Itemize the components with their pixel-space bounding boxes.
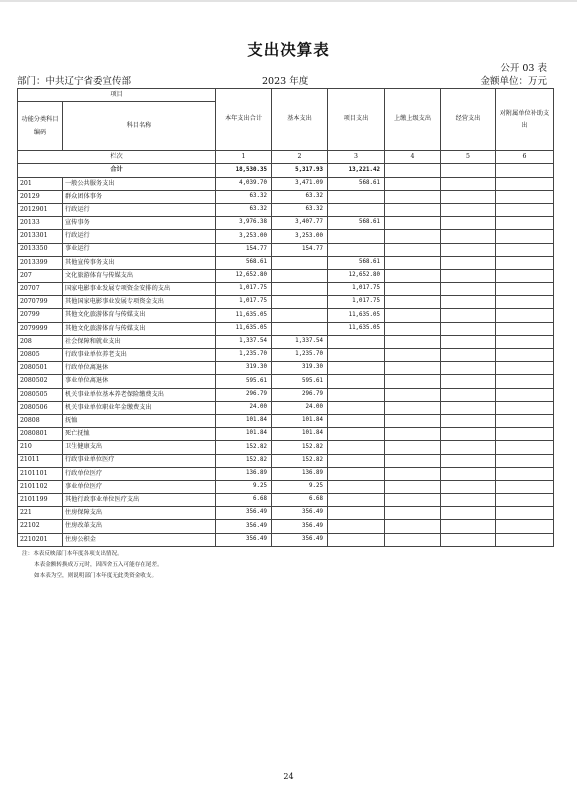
row-value bbox=[496, 388, 554, 401]
row-value: 595.61 bbox=[216, 375, 272, 388]
row-value bbox=[328, 520, 385, 533]
row-value: 4,039.70 bbox=[216, 177, 272, 190]
row-value bbox=[385, 414, 441, 427]
total-value: 18,530.35 bbox=[216, 164, 272, 177]
row-value bbox=[272, 283, 328, 296]
row-value bbox=[272, 322, 328, 335]
row-value bbox=[441, 362, 496, 375]
row-value bbox=[441, 520, 496, 533]
row-value: 319.30 bbox=[272, 362, 328, 375]
row-value: 356.49 bbox=[216, 520, 272, 533]
row-value bbox=[272, 269, 328, 282]
total-value bbox=[385, 164, 441, 177]
row-value bbox=[441, 507, 496, 520]
total-value: 13,221.42 bbox=[328, 164, 385, 177]
row-value: 11,635.05 bbox=[216, 309, 272, 322]
table-row bbox=[18, 256, 554, 269]
row-value: 3,253.00 bbox=[216, 230, 272, 243]
row-code: 2080801 bbox=[18, 428, 63, 441]
row-value bbox=[328, 243, 385, 256]
row-value bbox=[441, 480, 496, 493]
index-cell: 5 bbox=[441, 151, 496, 164]
row-value bbox=[496, 507, 554, 520]
row-value bbox=[441, 401, 496, 414]
row-value bbox=[496, 177, 554, 190]
row-value: 9.25 bbox=[272, 480, 328, 493]
row-value: 356.49 bbox=[272, 520, 328, 533]
row-value bbox=[385, 454, 441, 467]
row-code: 2101102 bbox=[18, 480, 63, 493]
fiscal-year: 2023 年度 bbox=[262, 76, 309, 87]
row-value bbox=[385, 283, 441, 296]
row-value bbox=[385, 520, 441, 533]
row-value bbox=[385, 243, 441, 256]
table-row bbox=[18, 480, 554, 493]
row-value: 152.82 bbox=[216, 441, 272, 454]
row-code: 20799 bbox=[18, 309, 63, 322]
row-value bbox=[496, 256, 554, 269]
row-code: 20805 bbox=[18, 349, 63, 362]
row-code: 2079999 bbox=[18, 322, 63, 335]
row-value bbox=[385, 428, 441, 441]
row-value bbox=[496, 217, 554, 230]
row-value bbox=[385, 177, 441, 190]
row-code: 20808 bbox=[18, 414, 63, 427]
form-number: 公开 03 表 bbox=[500, 63, 547, 74]
row-value bbox=[441, 269, 496, 282]
table-row bbox=[18, 494, 554, 507]
row-value: 24.00 bbox=[216, 401, 272, 414]
row-name: 死亡抚恤 bbox=[63, 428, 216, 441]
row-value: 595.61 bbox=[272, 375, 328, 388]
row-value: 101.84 bbox=[216, 428, 272, 441]
row-value bbox=[441, 335, 496, 348]
row-name: 住房保障支出 bbox=[63, 507, 216, 520]
col-header-subsidy: 对附属单位补助支出 bbox=[496, 89, 554, 151]
row-value bbox=[496, 441, 554, 454]
row-value: 1,235.70 bbox=[272, 349, 328, 362]
col-header-code: 功能分类科目编码 bbox=[18, 102, 63, 151]
row-value bbox=[385, 217, 441, 230]
index-cell: 4 bbox=[385, 151, 441, 164]
row-value bbox=[385, 309, 441, 322]
row-code: 20133 bbox=[18, 217, 63, 230]
total-value: 5,317.93 bbox=[272, 164, 328, 177]
row-value: 152.82 bbox=[272, 454, 328, 467]
row-value bbox=[441, 441, 496, 454]
table-row bbox=[18, 217, 554, 230]
row-value bbox=[328, 230, 385, 243]
row-value: 319.30 bbox=[216, 362, 272, 375]
row-value: 136.89 bbox=[216, 467, 272, 480]
row-value: 11,635.05 bbox=[216, 322, 272, 335]
row-name: 其他宣传事务支出 bbox=[63, 256, 216, 269]
row-value bbox=[441, 467, 496, 480]
row-value bbox=[385, 494, 441, 507]
row-value bbox=[272, 309, 328, 322]
row-value bbox=[441, 203, 496, 216]
index-row-label: 栏次 bbox=[18, 151, 216, 164]
row-value: 1,337.54 bbox=[272, 335, 328, 348]
row-value: 152.82 bbox=[216, 454, 272, 467]
row-code: 2101101 bbox=[18, 467, 63, 480]
row-value: 152.82 bbox=[272, 441, 328, 454]
table-row bbox=[18, 533, 554, 546]
row-value bbox=[328, 401, 385, 414]
row-value: 3,407.77 bbox=[272, 217, 328, 230]
row-value bbox=[441, 296, 496, 309]
row-value: 154.77 bbox=[272, 243, 328, 256]
row-value bbox=[496, 480, 554, 493]
row-value bbox=[441, 428, 496, 441]
row-name: 宣传事务 bbox=[63, 217, 216, 230]
row-code: 2013399 bbox=[18, 256, 63, 269]
row-value bbox=[385, 507, 441, 520]
department-label: 部门：中共辽宁省委宣传部 bbox=[17, 76, 132, 87]
row-value bbox=[496, 269, 554, 282]
table-row bbox=[18, 454, 554, 467]
row-value: 11,635.05 bbox=[328, 309, 385, 322]
row-code: 21011 bbox=[18, 454, 63, 467]
row-value: 3,253.00 bbox=[272, 230, 328, 243]
col-header-project: 项目支出 bbox=[328, 89, 385, 151]
row-name: 其他文化旅游体育与传媒支出 bbox=[63, 309, 216, 322]
index-cell: 6 bbox=[496, 151, 554, 164]
row-value: 63.32 bbox=[272, 203, 328, 216]
row-value: 63.32 bbox=[216, 190, 272, 203]
table-row bbox=[18, 230, 554, 243]
table-row bbox=[18, 190, 554, 203]
row-value: 568.61 bbox=[328, 256, 385, 269]
footnote: 本表金额转换成万元时，因四舍五入可能存在尾差。 bbox=[34, 562, 163, 569]
row-value: 1,235.70 bbox=[216, 349, 272, 362]
row-value: 154.77 bbox=[216, 243, 272, 256]
row-value: 6.68 bbox=[216, 494, 272, 507]
row-value: 63.32 bbox=[272, 190, 328, 203]
row-value: 296.79 bbox=[216, 388, 272, 401]
row-value: 9.25 bbox=[216, 480, 272, 493]
row-value bbox=[496, 494, 554, 507]
table-row bbox=[18, 388, 554, 401]
row-value bbox=[496, 467, 554, 480]
row-code: 208 bbox=[18, 335, 63, 348]
row-value bbox=[496, 428, 554, 441]
row-name: 抚恤 bbox=[63, 414, 216, 427]
row-value bbox=[441, 309, 496, 322]
row-value bbox=[496, 190, 554, 203]
row-value bbox=[385, 533, 441, 546]
row-name: 住房改革支出 bbox=[63, 520, 216, 533]
project-group-header: 项目 bbox=[18, 89, 216, 102]
page-title: 支出决算表 bbox=[247, 40, 330, 59]
row-value: 136.89 bbox=[272, 467, 328, 480]
table-row bbox=[18, 203, 554, 216]
row-value: 11,635.05 bbox=[328, 322, 385, 335]
row-value bbox=[496, 349, 554, 362]
row-code: 2013350 bbox=[18, 243, 63, 256]
row-code: 2210201 bbox=[18, 533, 63, 546]
row-value bbox=[328, 388, 385, 401]
row-value bbox=[385, 401, 441, 414]
table-row bbox=[18, 296, 554, 309]
row-value: 568.61 bbox=[328, 177, 385, 190]
row-value bbox=[328, 190, 385, 203]
row-value bbox=[496, 520, 554, 533]
row-value bbox=[328, 362, 385, 375]
row-value bbox=[441, 388, 496, 401]
row-name: 事业单位离退休 bbox=[63, 375, 216, 388]
row-value bbox=[496, 243, 554, 256]
row-value: 101.84 bbox=[272, 428, 328, 441]
row-code: 2080502 bbox=[18, 375, 63, 388]
row-value bbox=[441, 414, 496, 427]
row-value bbox=[496, 296, 554, 309]
row-code: 20707 bbox=[18, 283, 63, 296]
table-row bbox=[18, 335, 554, 348]
row-code: 210 bbox=[18, 441, 63, 454]
row-value bbox=[328, 441, 385, 454]
row-value bbox=[441, 375, 496, 388]
row-value bbox=[441, 349, 496, 362]
row-name: 群众团体事务 bbox=[63, 190, 216, 203]
top-border-line bbox=[0, 0, 577, 2]
page-number: 24 bbox=[283, 772, 294, 781]
row-value bbox=[496, 230, 554, 243]
row-value bbox=[385, 256, 441, 269]
footnote: 如本表为空，则说明部门本年度无此类资金收支。 bbox=[34, 573, 158, 580]
total-row-label: 合计 bbox=[18, 164, 216, 177]
row-value bbox=[385, 269, 441, 282]
row-value bbox=[385, 322, 441, 335]
table-row bbox=[18, 362, 554, 375]
row-name: 国家电影事业发展专项资金安排的支出 bbox=[63, 283, 216, 296]
row-value bbox=[496, 414, 554, 427]
row-value bbox=[272, 296, 328, 309]
row-value: 12,652.80 bbox=[328, 269, 385, 282]
row-name: 卫生健康支出 bbox=[63, 441, 216, 454]
row-value bbox=[385, 441, 441, 454]
row-value bbox=[328, 335, 385, 348]
row-name: 行政运行 bbox=[63, 203, 216, 216]
table-row bbox=[18, 467, 554, 480]
row-value: 6.68 bbox=[272, 494, 328, 507]
row-value: 3,471.09 bbox=[272, 177, 328, 190]
footnotes bbox=[22, 552, 163, 586]
row-value bbox=[441, 454, 496, 467]
row-code: 2013301 bbox=[18, 230, 63, 243]
row-value: 1,017.75 bbox=[216, 296, 272, 309]
row-value bbox=[385, 349, 441, 362]
row-value bbox=[385, 362, 441, 375]
row-value bbox=[441, 243, 496, 256]
row-value bbox=[328, 494, 385, 507]
row-name: 行政单位离退休 bbox=[63, 362, 216, 375]
row-value: 12,652.80 bbox=[216, 269, 272, 282]
row-value bbox=[441, 190, 496, 203]
row-value bbox=[385, 335, 441, 348]
row-name: 事业运行 bbox=[63, 243, 216, 256]
row-code: 201 bbox=[18, 177, 63, 190]
row-name: 行政事业单位养老支出 bbox=[63, 349, 216, 362]
row-value: 63.32 bbox=[216, 203, 272, 216]
table-row bbox=[18, 322, 554, 335]
row-code: 221 bbox=[18, 507, 63, 520]
row-name: 社会保障和就业支出 bbox=[63, 335, 216, 348]
row-code: 2080506 bbox=[18, 401, 63, 414]
row-name: 文化旅游体育与传媒支出 bbox=[63, 269, 216, 282]
row-value: 356.49 bbox=[272, 507, 328, 520]
row-value: 101.84 bbox=[216, 414, 272, 427]
row-value bbox=[496, 533, 554, 546]
row-value bbox=[496, 283, 554, 296]
table-row bbox=[18, 243, 554, 256]
row-value bbox=[328, 428, 385, 441]
col-header-business: 经营支出 bbox=[441, 89, 496, 151]
row-code: 2070799 bbox=[18, 296, 63, 309]
row-value bbox=[441, 533, 496, 546]
table-row bbox=[18, 520, 554, 533]
row-name: 行政运行 bbox=[63, 230, 216, 243]
row-value bbox=[496, 401, 554, 414]
row-value bbox=[385, 230, 441, 243]
table-row bbox=[18, 414, 554, 427]
row-value bbox=[441, 283, 496, 296]
row-code: 22102 bbox=[18, 520, 63, 533]
row-value bbox=[385, 296, 441, 309]
row-value bbox=[496, 203, 554, 216]
row-name: 行政事业单位医疗 bbox=[63, 454, 216, 467]
row-name: 机关事业单位职业年金缴费支出 bbox=[63, 401, 216, 414]
row-value: 296.79 bbox=[272, 388, 328, 401]
row-value: 356.49 bbox=[216, 507, 272, 520]
row-value bbox=[441, 322, 496, 335]
row-value: 568.61 bbox=[328, 217, 385, 230]
row-value bbox=[328, 467, 385, 480]
row-value: 1,337.54 bbox=[216, 335, 272, 348]
col-header-total: 本年支出合计 bbox=[216, 89, 272, 151]
row-name: 其他文化旅游体育与传媒支出 bbox=[63, 322, 216, 335]
row-code: 207 bbox=[18, 269, 63, 282]
row-value bbox=[441, 177, 496, 190]
row-code: 2101199 bbox=[18, 494, 63, 507]
row-code: 2080501 bbox=[18, 362, 63, 375]
row-value: 356.49 bbox=[216, 533, 272, 546]
row-value bbox=[496, 335, 554, 348]
index-cell: 2 bbox=[272, 151, 328, 164]
total-value bbox=[441, 164, 496, 177]
row-value bbox=[385, 375, 441, 388]
row-value bbox=[328, 480, 385, 493]
row-value: 1,017.75 bbox=[216, 283, 272, 296]
amount-unit: 金额单位：万元 bbox=[480, 76, 547, 87]
row-value bbox=[385, 480, 441, 493]
row-name: 行政单位医疗 bbox=[63, 467, 216, 480]
row-value bbox=[441, 494, 496, 507]
index-cell: 3 bbox=[328, 151, 385, 164]
row-value bbox=[441, 230, 496, 243]
row-name: 住房公积金 bbox=[63, 533, 216, 546]
row-value bbox=[441, 256, 496, 269]
row-value bbox=[328, 507, 385, 520]
row-value bbox=[496, 322, 554, 335]
row-value: 1,017.75 bbox=[328, 296, 385, 309]
row-value: 101.84 bbox=[272, 414, 328, 427]
footnote: 注：本表反映部门本年度各项支出情况。 bbox=[22, 551, 123, 557]
row-value: 3,976.38 bbox=[216, 217, 272, 230]
row-value bbox=[328, 454, 385, 467]
row-value bbox=[328, 414, 385, 427]
row-value bbox=[328, 375, 385, 388]
row-value: 356.49 bbox=[272, 533, 328, 546]
index-cell: 1 bbox=[216, 151, 272, 164]
row-value: 1,017.75 bbox=[328, 283, 385, 296]
row-name: 其他国家电影事业发展专项资金支出 bbox=[63, 296, 216, 309]
row-value bbox=[385, 190, 441, 203]
table-row bbox=[18, 401, 554, 414]
row-value bbox=[272, 256, 328, 269]
row-name: 其他行政事业单位医疗支出 bbox=[63, 494, 216, 507]
row-value bbox=[441, 217, 496, 230]
table-row bbox=[18, 283, 554, 296]
row-value bbox=[328, 533, 385, 546]
row-value bbox=[496, 375, 554, 388]
row-value: 568.61 bbox=[216, 256, 272, 269]
row-value bbox=[496, 454, 554, 467]
table-row bbox=[18, 177, 554, 190]
expenditure-table bbox=[17, 88, 554, 547]
row-code: 2012901 bbox=[18, 203, 63, 216]
table-row bbox=[18, 428, 554, 441]
col-header-name: 科目名称 bbox=[63, 102, 216, 151]
row-value: 24.00 bbox=[272, 401, 328, 414]
row-value bbox=[496, 309, 554, 322]
col-header-basic: 基本支出 bbox=[272, 89, 328, 151]
table-row bbox=[18, 269, 554, 282]
total-value bbox=[496, 164, 554, 177]
row-code: 20129 bbox=[18, 190, 63, 203]
row-value bbox=[328, 349, 385, 362]
row-value bbox=[385, 467, 441, 480]
table-row bbox=[18, 441, 554, 454]
table-row bbox=[18, 309, 554, 322]
table-row bbox=[18, 349, 554, 362]
row-name: 一般公共服务支出 bbox=[63, 177, 216, 190]
row-value bbox=[496, 362, 554, 375]
row-value bbox=[328, 203, 385, 216]
row-name: 机关事业单位基本养老保险缴费支出 bbox=[63, 388, 216, 401]
row-name: 事业单位医疗 bbox=[63, 480, 216, 493]
row-code: 2080505 bbox=[18, 388, 63, 401]
table-row bbox=[18, 375, 554, 388]
col-header-remit: 上缴上级支出 bbox=[385, 89, 441, 151]
table-row bbox=[18, 507, 554, 520]
row-value bbox=[385, 388, 441, 401]
row-value bbox=[385, 203, 441, 216]
